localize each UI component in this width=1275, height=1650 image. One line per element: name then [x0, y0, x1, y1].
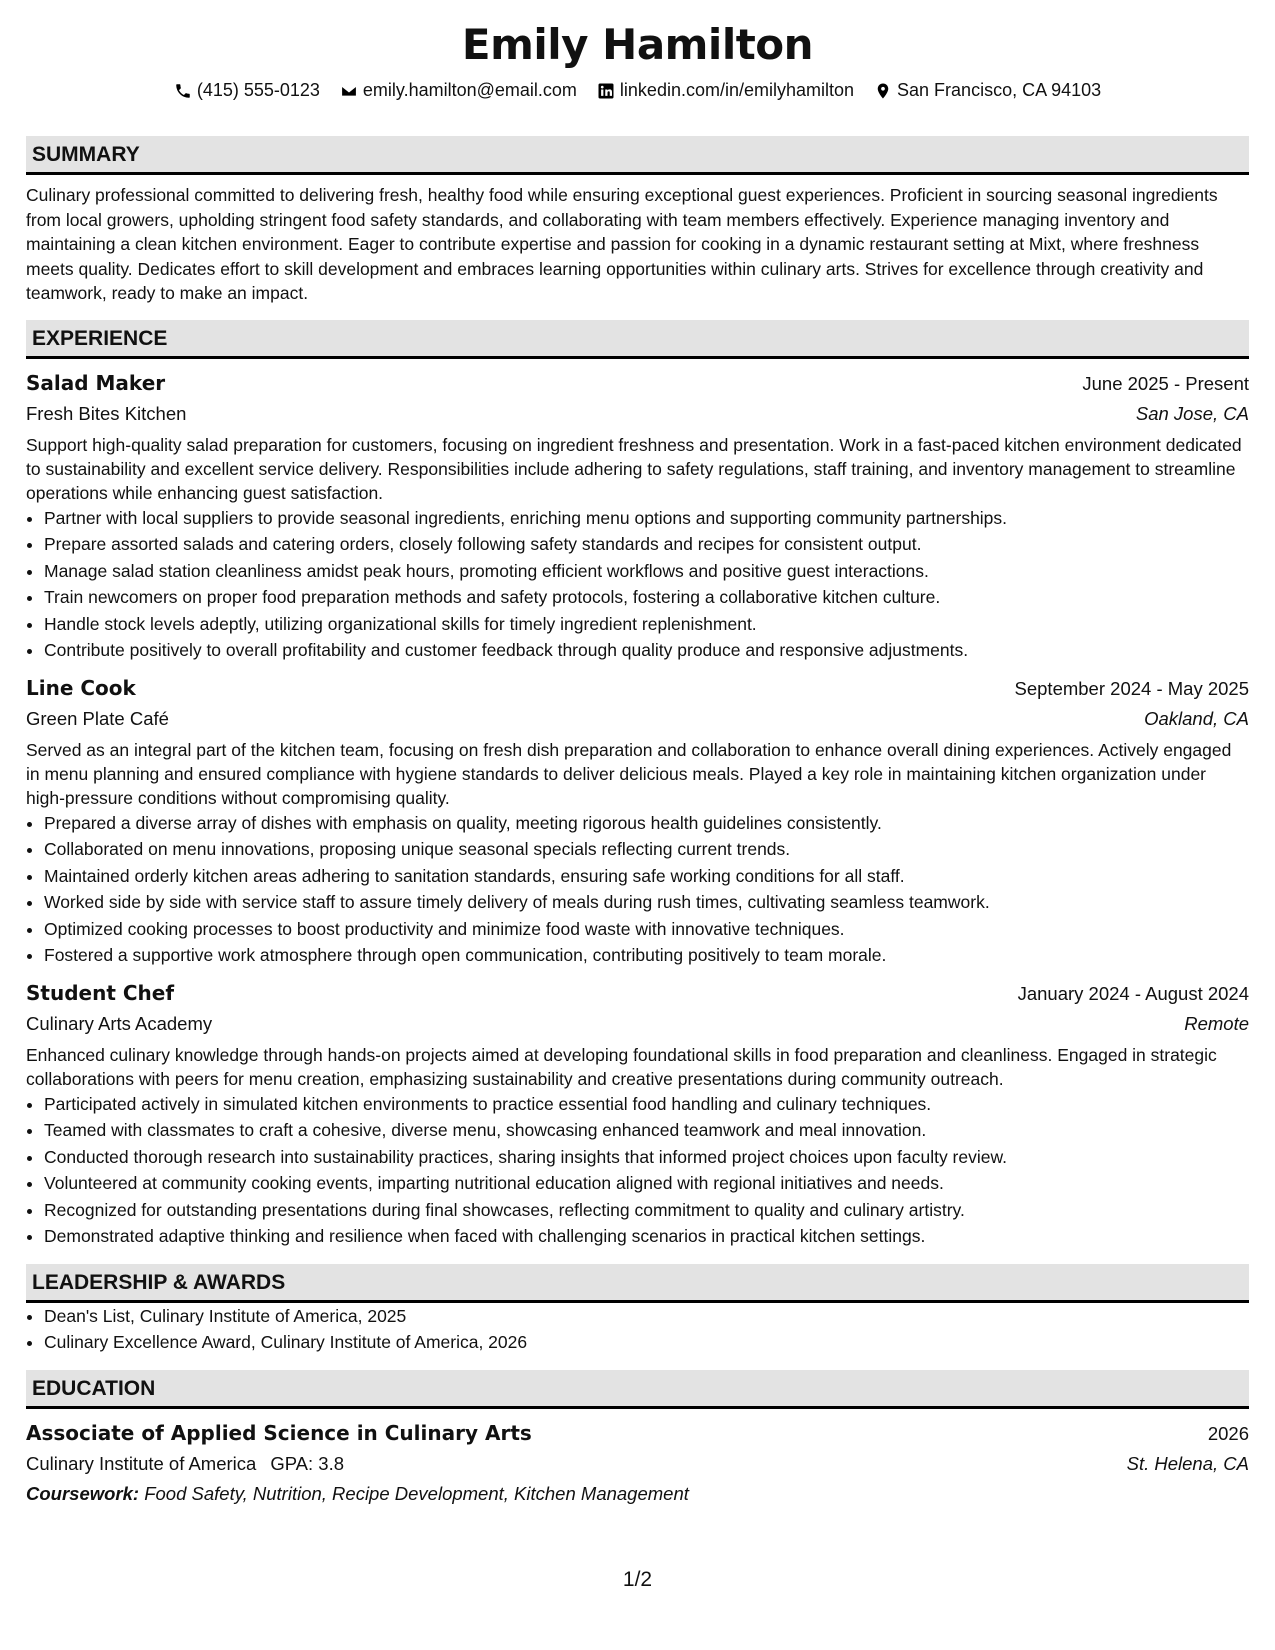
list-item: • Train newcomers on proper food preparation methods and safety protocols, fostering a collaborative kitchen culture.	[44, 584, 1249, 611]
education-entry	[26, 1418, 1249, 1509]
gpa-text: GPA: 3.8	[270, 1452, 345, 1474]
school-name: Culinary Institute of America	[26, 1452, 257, 1474]
job-title: Student Chef	[26, 980, 175, 1005]
phone-text: (415) 555-0123	[196, 80, 320, 100]
contact-location	[874, 80, 1101, 101]
job-company: Green Plate Café	[26, 707, 169, 729]
summary-heading: SUMMARY	[26, 136, 1249, 175]
job-entry	[26, 978, 1249, 1250]
envelope-icon	[340, 82, 358, 100]
awards-section	[26, 1264, 1249, 1356]
linkedin-text[interactable]: linkedin.com/in/emilyhamilton	[619, 80, 855, 100]
job-title: Line Cook	[26, 675, 136, 700]
experience-section	[26, 320, 1249, 1250]
list-item: • Participated actively in simulated kitchen environments to practice essential food handling and culinary techniques.	[44, 1091, 1249, 1118]
phone-icon	[174, 82, 192, 100]
list-item: • Optimized cooking processes to boost productivity and minimize food waste with innovative techniques.	[44, 916, 1249, 943]
email-text[interactable]: emily.hamilton@email.com	[362, 80, 577, 100]
contact-phone	[174, 80, 320, 101]
job-bullets	[26, 1091, 1249, 1250]
coursework-line	[26, 1479, 1249, 1509]
job-dates: September 2024 - May 2025	[1014, 677, 1249, 699]
graduation-year: 2026	[1207, 1422, 1249, 1444]
list-item: • Demonstrated adaptive thinking and resilience when faced with challenging scenarios in practical kitchen settings.	[44, 1223, 1249, 1250]
list-item: • Maintained orderly kitchen areas adhering to sanitation standards, ensuring safe working conditions for all staff.	[44, 863, 1249, 890]
resume-content	[26, 136, 1249, 1509]
list-item: • Fostered a supportive work atmosphere through open communication, contributing positively to team morale.	[44, 942, 1249, 969]
job-dates: June 2025 - Present	[1082, 372, 1249, 394]
page-number: 1/2	[622, 1568, 653, 1591]
list-item: • Culinary Excellence Award, Culinary Institute of America, 2026	[44, 1329, 1249, 1356]
map-pin-icon	[874, 82, 892, 100]
summary-section	[26, 136, 1249, 306]
linkedin-icon	[597, 82, 615, 100]
education-heading: EDUCATION	[26, 1370, 1249, 1409]
job-entry	[26, 368, 1249, 664]
school-line	[26, 1449, 344, 1479]
job-company: Culinary Arts Academy	[26, 1012, 213, 1034]
list-item: • Partner with local suppliers to provide seasonal ingredients, enriching menu options and supporting community partnerships.	[44, 505, 1249, 532]
job-description: Served as an integral part of the kitchen team, focusing on fresh dish preparation and collaboration to enhance overall dining experiences. Actively engaged in menu planning and ensured compliance with hygiene standards to deliver delicious meals. Played a key role in maintaining kitchen organization under high-pressure conditions without compromising quality.	[26, 739, 1232, 808]
list-item: • Collaborated on menu innovations, proposing unique seasonal specials reflecting current trends.	[44, 836, 1249, 863]
school-location: St. Helena, CA	[1126, 1452, 1249, 1474]
list-item: • Prepared a diverse array of dishes with emphasis on quality, meeting rigorous health guidelines consistently.	[44, 810, 1249, 837]
list-item: • Worked side by side with service staff to assure timely delivery of meals during rush times, cultivating seamless teamwork.	[44, 889, 1249, 916]
job-description: Support high-quality salad preparation for customers, focusing on ingredient freshness and presentation. Work in a fast-paced kitchen environment dedicated to sustainability and excellent service delivery. Responsibilities include adhering to safety regulations, staff training, and inventory management to streamline operations while enhancing guest satisfaction.	[26, 434, 1242, 503]
job-location: Oakland, CA	[1144, 707, 1249, 729]
candidate-name: Emily Hamilton	[461, 20, 814, 69]
awards-list	[26, 1303, 1249, 1356]
job-description: Enhanced culinary knowledge through hands-on projects aimed at developing foundational skills in food preparation and cleanliness. Engaged in strategic collaborations with peers for menu creation, emphasizing sustainability and creative presentations during community outreach.	[26, 1044, 1217, 1089]
list-item: • Teamed with classmates to craft a cohesive, diverse menu, showcasing enhanced teamwork and meal innovation.	[44, 1117, 1249, 1144]
job-company: Fresh Bites Kitchen	[26, 402, 187, 424]
job-bullets	[26, 505, 1249, 664]
list-item: • Prepare assorted salads and catering orders, closely following safety standards and recipes for consistent output.	[44, 531, 1249, 558]
list-item: • Contribute positively to overall profitability and customer feedback through quality produce and responsive adjustments.	[44, 637, 1249, 664]
list-item: • Dean's List, Culinary Institute of America, 2025	[44, 1303, 1249, 1330]
list-item: • Handle stock levels adeptly, utilizing organizational skills for timely ingredient replenishment.	[44, 611, 1249, 638]
list-item: • Volunteered at community cooking events, imparting nutritional education aligned with regional initiatives and needs.	[44, 1170, 1249, 1197]
job-entry	[26, 673, 1249, 969]
location-text: San Francisco, CA 94103	[897, 80, 1102, 100]
job-dates: January 2024 - August 2024	[1017, 982, 1249, 1004]
contact-line	[0, 80, 1275, 101]
job-location: Remote	[1184, 1012, 1249, 1034]
experience-heading: EXPERIENCE	[26, 320, 1249, 359]
job-bullets	[26, 810, 1249, 969]
contact-linkedin[interactable]	[597, 80, 854, 101]
list-item: • Recognized for outstanding presentations during final showcases, reflecting commitment to quality and culinary artistry.	[44, 1197, 1249, 1224]
job-title: Salad Maker	[26, 370, 166, 395]
degree-title: Associate of Applied Science in Culinary Arts	[26, 1420, 532, 1445]
list-item: • Manage salad station cleanliness amidst peak hours, promoting efficient workflows and positive guest interactions.	[44, 558, 1249, 585]
awards-heading: LEADERSHIP & AWARDS	[26, 1264, 1249, 1303]
summary-text: Culinary professional committed to delivering fresh, healthy food while ensuring exceptional guest experiences. Proficient in sourcing seasonal ingredients from local growers, upholding stringent food safety standards, and collaborating with team members effectively. Experience managing inventory and maintaining a clean kitchen environment. Eager to contribute expertise and passion for cooking in a dynamic restaurant setting at Mixt, where freshness meets quality. Dedicates effort to skill development and embraces learning opportunities within culinary arts. Strives for excellence through creativity and teamwork, ready to make an impact.	[26, 185, 1218, 303]
job-location: San Jose, CA	[1135, 402, 1249, 424]
coursework-label: Coursework:	[26, 1482, 140, 1504]
list-item: • Conducted thorough research into sustainability practices, sharing insights that informed project choices upon faculty review.	[44, 1144, 1249, 1171]
coursework-text: Food Safety, Nutrition, Recipe Development, Kitchen Management	[144, 1482, 689, 1504]
contact-email[interactable]	[340, 80, 577, 101]
education-section	[26, 1370, 1249, 1509]
